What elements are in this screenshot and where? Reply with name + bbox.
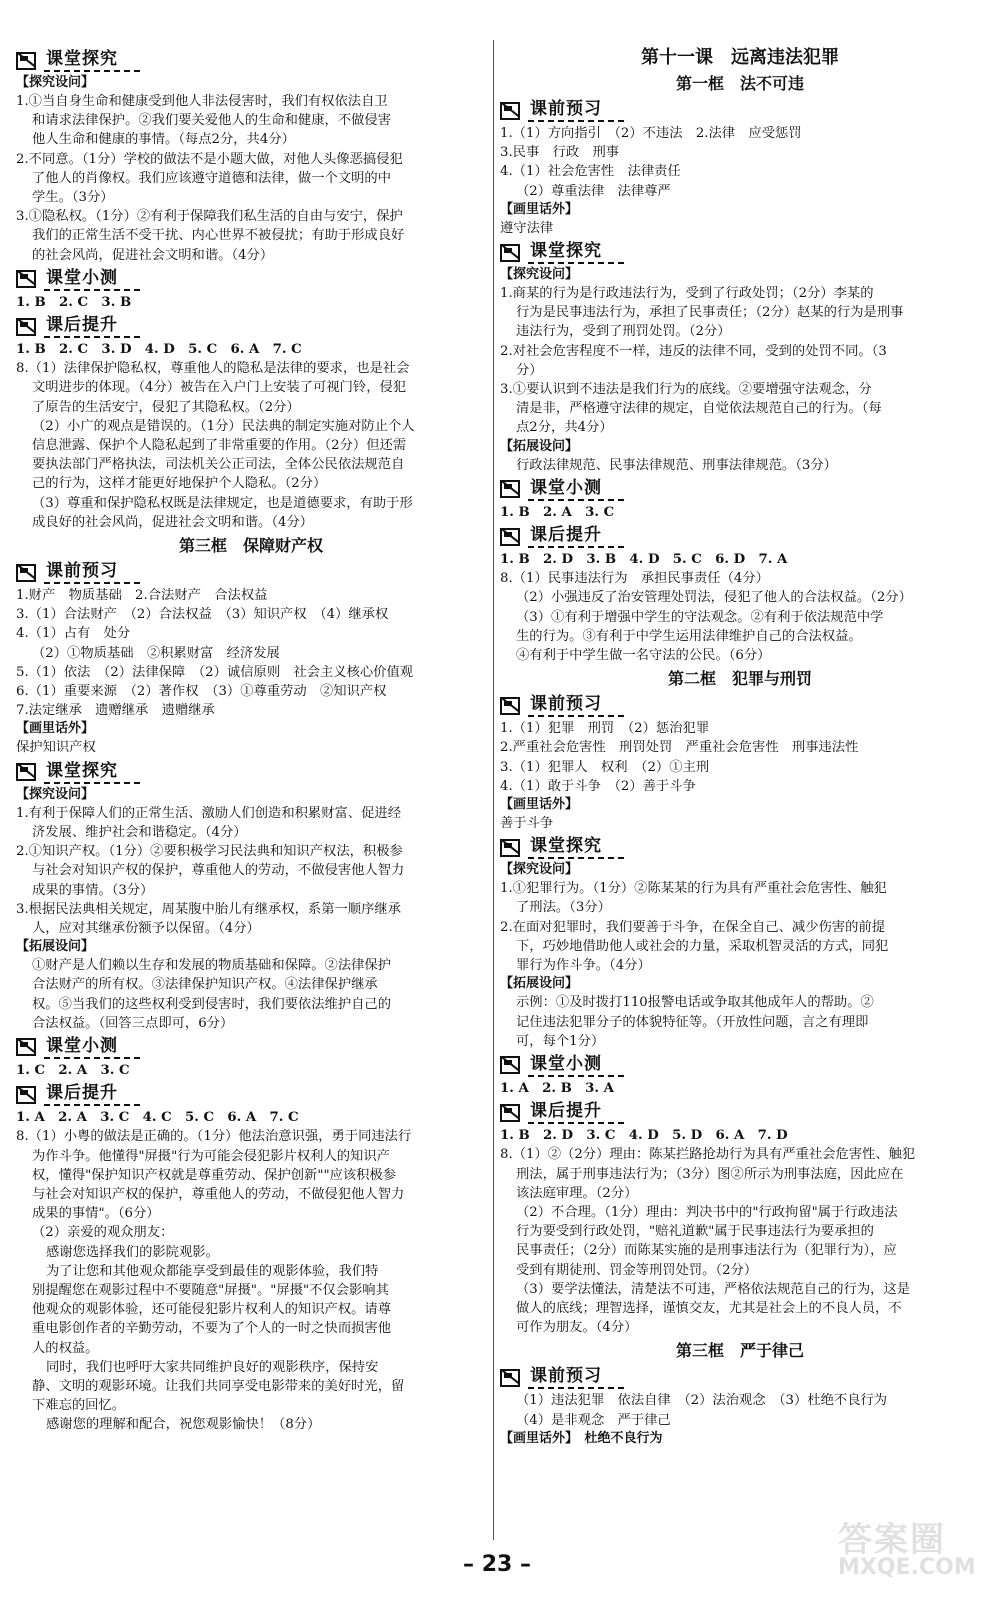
section-header bbox=[16, 1035, 486, 1060]
section-flag-icon bbox=[500, 1104, 520, 1122]
choice-answers: 1. C 2. A 3. C bbox=[16, 1062, 130, 1078]
answer-line: 记住违法犯罪分子的体貌特征等。（开放性问题，言之有理即 bbox=[516, 1014, 869, 1030]
section-flag-icon bbox=[16, 270, 36, 288]
answer-line: 为了让您和其他观众都能享受到最佳的观影体验，我们特 bbox=[46, 1263, 379, 1279]
watermark-bottom: MXQE.COM bbox=[838, 1555, 976, 1580]
answer-line: 2.不同意。（1分）学校的做法不是小题大做，对他人头像恶搞侵犯 bbox=[16, 151, 403, 167]
answer-line: 4.（1）社会危害性 法律责任 bbox=[500, 164, 681, 180]
choice-answers: 1. B 2. D 3. B 4. D 5. C 6. D 7. A bbox=[500, 552, 788, 568]
left-column bbox=[16, 46, 486, 1435]
answer-line: 别提醒您在观影过程中不要随意"屏摄"。"屏摄"不仅会影响其 bbox=[32, 1282, 389, 1298]
answer-line: 济发展、维护社会和谐稳定。（4分） bbox=[32, 824, 247, 840]
choice-answers: 1. B 2. D 3. C 4. D 5. D 6. A 7. D bbox=[500, 1128, 788, 1144]
answer-line: 己的行为，这样才能更好地保护个人隐私。（2分） bbox=[32, 476, 327, 492]
sub-heading-tag: 【画里话外】 bbox=[500, 201, 579, 217]
page-number: – 23 – bbox=[463, 1552, 531, 1577]
answer-line: 保护知识产权 bbox=[16, 740, 96, 756]
frame-title: 第一框 法不可违 bbox=[675, 74, 804, 93]
answer-line: 成果的事情"。（6分） bbox=[32, 1206, 160, 1222]
sub-heading-tag: 【画里话外】 bbox=[16, 721, 95, 737]
answer-line: 我们的正常生活不受干扰、内心世界不被侵扰；有助于形成良好 bbox=[32, 228, 405, 244]
answer-line: 权，懂得"保护知识产权就是尊重劳动、保护创新""应该积极参 bbox=[32, 1167, 397, 1183]
answer-line: 分） bbox=[516, 362, 543, 378]
watermark-top: 答案圈 bbox=[838, 1520, 946, 1560]
answer-line: 1.①犯罪行为。（1分）②陈某某的行为具有严重社会危害性、触犯 bbox=[500, 881, 887, 897]
section-header-label: 课后提升 bbox=[44, 315, 140, 338]
sub-heading-tag: 【画里话外】 杜绝不良行为 bbox=[500, 1430, 663, 1446]
choice-answers: 1. A 2. A 3. C 4. C 5. C 6. A 7. C bbox=[16, 1110, 299, 1126]
section-header-label: 课堂小测 bbox=[528, 478, 624, 501]
section-header bbox=[16, 267, 486, 292]
answer-line: 要执法部门严格执法，司法机关公正司法，全体公民依法规范自 bbox=[32, 457, 405, 473]
answer-line: （2）亲爱的观众朋友： bbox=[32, 1225, 174, 1241]
frame-title: 第三框 保障财产权 bbox=[178, 536, 323, 556]
answer-line: 同时，我们也呼吁大家共同维护良好的观影秩序，保持安 bbox=[46, 1359, 379, 1375]
answer-line: 1.（1）方向指引 （2）不违法 2.法律 应受惩罚 bbox=[500, 126, 802, 141]
answer-line: 了刑法。（3分） bbox=[516, 900, 611, 916]
lesson-title: 第十一课 远离违法犯罪 bbox=[641, 47, 839, 68]
section-header bbox=[16, 314, 486, 339]
answer-line: 生的行为。③有利于中学生运用法律维护自己的合法权益。 bbox=[516, 628, 862, 644]
answer-line: （2）小广的观点是错误的。（1分）民法典的制定实施对防止个人 bbox=[32, 418, 415, 434]
section-flag-icon bbox=[500, 480, 520, 498]
section-flag-icon bbox=[500, 697, 520, 715]
section-header-label: 课堂探究 bbox=[528, 836, 624, 859]
section-header-label: 课前预习 bbox=[528, 99, 624, 122]
answer-line: 3.（1）合法财产 （2）合法权益 （3）知识产权 （4）继承权 bbox=[16, 607, 389, 623]
sub-heading-tag: 【画里话外】 bbox=[500, 797, 579, 813]
answer-line: 7.法定继承 遗赠继承 遗赠继承 bbox=[16, 703, 215, 719]
answer-line: 人的权益。 bbox=[32, 1340, 99, 1356]
answer-line: 感谢您选择我们的影院观影。 bbox=[46, 1244, 219, 1260]
column-divider bbox=[493, 40, 494, 1540]
answer-line: 文明进步的体现。（4分）被告在入户门上安装了可视门铃，侵犯 bbox=[32, 380, 407, 396]
section-header bbox=[500, 477, 980, 502]
answer-line: 成良好的社会风尚，促进社会文明和谐。（4分） bbox=[32, 514, 314, 530]
answer-line: 1.①当自身生命和健康受到他人非法侵害时，我们有权依法自卫 bbox=[16, 94, 388, 109]
sub-heading-tag: 【探究设问】 bbox=[16, 786, 95, 802]
section-flag-icon bbox=[16, 1086, 36, 1104]
section-flag-icon bbox=[16, 318, 36, 336]
answer-line: 1.（1）犯罪 刑罚 （2）惩治犯罪 bbox=[500, 721, 710, 737]
answer-line: 罪行为作斗争。（4分） bbox=[516, 958, 651, 974]
answer-line: （3）要学法懂法，清楚法不可违，严格依法规范自己的行为，这是 bbox=[516, 1281, 911, 1297]
frame-title: 第二框 犯罪与刑罚 bbox=[667, 669, 812, 689]
answer-line: 刑法，属于刑事违法行为；（3分）图②所示为刑事法庭，因此应在 bbox=[516, 1166, 904, 1182]
answer-line: 3.根据民法典相关规定，周某腹中胎儿有继承权，系第一顺序继承 bbox=[16, 901, 401, 917]
sub-heading-tag: 【探究设问】 bbox=[500, 862, 579, 878]
answer-line: （2）尊重法律 法律尊严 bbox=[516, 183, 671, 199]
answer-line: 3.①隐私权。（1分）②有利于保障我们私生活的自由与安宁，保护 bbox=[16, 209, 403, 225]
answer-line: 1.财产 物质基础 2.合法财产 合法权益 bbox=[16, 588, 268, 604]
section-header bbox=[500, 98, 980, 123]
answer-line: 行政法律规范、民事法律规范、刑事法律规范。（3分） bbox=[516, 457, 837, 473]
answer-line: 4.（1）敢于斗争 （2）善于斗争 bbox=[500, 778, 696, 794]
answer-line: 2.①知识产权。（1分）②要积极学习民法典和知识产权法，积极参 bbox=[16, 844, 403, 860]
answer-line: 可作为朋友。（4分） bbox=[516, 1320, 638, 1336]
section-header-label: 课堂探究 bbox=[44, 49, 140, 72]
answer-line: 做人的底线；理智选择，谨慎交友，尤其是社会上的不良人员，不 bbox=[516, 1300, 902, 1316]
answer-line: 5.（1）依法 （2）法律保障 （2）诚信原则 社会主义核心价值观 bbox=[16, 664, 414, 680]
answer-line: 8.（1）民事违法行为 承担民事责任（4分） bbox=[500, 571, 769, 587]
answer-line: 民事责任；（2分）而陈某实施的是刑事违法行为（犯罪行为），应 bbox=[516, 1243, 897, 1259]
section-flag-icon bbox=[500, 244, 520, 262]
answer-line: 遵守法律 bbox=[500, 220, 554, 236]
answer-line: 2.在面对犯罪时，我们要善于斗争，在保全自己、减少伤害的前提 bbox=[500, 919, 885, 935]
answer-line: 他人生命和健康的事情。（每点2分，共4分） bbox=[32, 132, 295, 148]
section-header bbox=[16, 48, 486, 73]
section-flag-icon bbox=[16, 52, 36, 70]
answer-line: 重电影创作者的辛勤劳动，不要为了个人的一时之快而损害他 bbox=[32, 1321, 392, 1337]
answer-line: 点2分，共4分） bbox=[516, 420, 613, 436]
section-header bbox=[500, 1100, 980, 1125]
answer-line: 行为是民事违法行为，承担了民事责任；（2分）赵某的行为是刑事 bbox=[516, 305, 904, 321]
section-flag-icon bbox=[16, 1038, 36, 1056]
answer-line: 与社会对知识产权的保护，尊重他人的劳动，不做侵犯他人智力 bbox=[32, 1186, 405, 1202]
section-header-label: 课堂小测 bbox=[44, 1036, 140, 1059]
answer-line: 行为要受到行政处罚，"赔礼道歉"属于民事违法行为要承担的 bbox=[516, 1224, 874, 1240]
sub-heading-tag: 【探究设问】 bbox=[500, 267, 579, 283]
right-column bbox=[500, 46, 980, 1448]
answer-line: 合法权益。（回答三点即可，6分） bbox=[32, 1015, 234, 1031]
section-header bbox=[16, 560, 486, 585]
answer-line: 的社会风尚，促进社会文明和谐。（4分） bbox=[32, 247, 274, 263]
answer-line: 成果的事情。（3分） bbox=[32, 882, 154, 898]
answer-line: 8.（1）小粤的做法是正确的。（1分）他法治意识强，勇于同违法行 bbox=[16, 1129, 412, 1145]
page-number-value: 23 bbox=[481, 1552, 513, 1577]
section-header bbox=[16, 760, 486, 785]
section-flag-icon bbox=[16, 564, 36, 582]
answer-line: 1.有利于保障人们的正常生活、激励人们创造和积累财富、促进经 bbox=[16, 805, 401, 821]
section-header-label: 课前预习 bbox=[44, 561, 140, 584]
answer-line: 下难忘的回忆。 bbox=[32, 1398, 126, 1414]
answer-line: 感谢您的理解和配合，祝您观影愉快！（8分） bbox=[46, 1417, 321, 1433]
section-header-label: 课前预习 bbox=[528, 694, 624, 717]
answer-line: 和请求法律保护。②我们要关爱他人的生命和健康，不做侵害 bbox=[32, 113, 392, 129]
answer-line: 了原告的生活安宁，侵犯了其隐私权。（2分） bbox=[32, 399, 300, 415]
answer-line: 2.对社会危害程度不一样，违反的法律不同，受到的处罚不同。（3 bbox=[500, 343, 887, 359]
answer-line: 人，应对其继承份额予以保留。（4分） bbox=[32, 920, 260, 936]
section-header bbox=[500, 693, 980, 718]
answer-line: （4）是非观念 严于律己 bbox=[516, 1412, 671, 1428]
section-header-label: 课后提升 bbox=[528, 525, 624, 548]
answer-line: （2）①物质基础 ②积累财富 经济发展 bbox=[32, 645, 280, 661]
answer-line: ①财产是人们赖以生存和发展的物质基础和保障。②法律保护 bbox=[32, 958, 392, 974]
sub-heading-tag: 【拓展设问】 bbox=[16, 939, 95, 955]
answer-line: 他观众的观影体验，还可能侵犯影片权利人的知识产权。请尊 bbox=[32, 1302, 392, 1318]
section-header bbox=[500, 1365, 980, 1390]
answer-line: 受到有期徒刑、罚金等刑罚处罚。（2分） bbox=[516, 1262, 758, 1278]
answer-line: 4.（1）占有 处分 bbox=[16, 626, 131, 642]
section-header-label: 课前预习 bbox=[528, 1366, 624, 1389]
answer-line: 与社会对知识产权的保护，尊重他人的劳动，不做侵害他人智力 bbox=[32, 863, 405, 879]
answer-line: （3）尊重和保护隐私权既是法律规定，也是道德要求，有助于形 bbox=[32, 495, 413, 511]
answer-line: 静、文明的观影环境。让我们共同享受电影带来的美好时光，留 bbox=[32, 1378, 405, 1394]
choice-answers: 1. B 2. A 3. C bbox=[500, 504, 615, 520]
section-header-label: 课后提升 bbox=[44, 1083, 140, 1106]
answer-line: （3）①有利于增强中学生的守法观念。②有利于依法规范中学 bbox=[516, 609, 884, 625]
section-flag-icon bbox=[500, 102, 520, 120]
answer-line: 3.（1）犯罪人 权利 （2）①主刑 bbox=[500, 759, 710, 775]
answer-line: 下，巧妙地借助他人或社会的力量，采取机智灵活的方式，同犯 bbox=[516, 938, 889, 954]
frame-title: 第三框 严于律己 bbox=[675, 1341, 804, 1361]
answer-line: 2.严重社会危害性 刑罚处罚 严重社会危害性 刑事违法性 bbox=[500, 740, 859, 756]
answer-line: 权。⑤当我们的这些权利受到侵害时，我们要依法维护自己的 bbox=[32, 996, 392, 1012]
answer-line: 违法行为，受到了刑罚处罚。（2分） bbox=[516, 324, 731, 340]
answer-line: 8.（1）法律保护隐私权，尊重他人的隐私是法律的要求，也是社会 bbox=[16, 361, 410, 377]
answer-line: （2）小强违反了治安管理处罚法，侵犯了他人的合法权益。（2分） bbox=[516, 590, 912, 606]
answer-line: 学生。（3分） bbox=[32, 190, 114, 206]
sub-heading-tag: 【拓展设问】 bbox=[500, 438, 579, 454]
sub-heading-tag: 【拓展设问】 bbox=[500, 976, 579, 992]
answer-line: 6.（1）重要来源 （2）著作权 （3）①尊重劳动 ②知识产权 bbox=[16, 684, 387, 700]
section-header-label: 课后提升 bbox=[528, 1101, 624, 1124]
section-header bbox=[500, 835, 980, 860]
answer-line: 合法财产的所有权。③法律保护知识产权。④法律保护继承 bbox=[32, 977, 378, 993]
answer-line: 1.商某的行为是行政违法行为，受到了行政处罚；（2分）李某的 bbox=[500, 286, 874, 302]
answer-line: 善于斗争 bbox=[500, 816, 554, 832]
answer-line: 8.（1）②（2分）理由：陈某拦路抢劫行为具有严重社会危害性、触犯 bbox=[500, 1147, 916, 1163]
answer-line: 该法庭审理。（2分） bbox=[516, 1185, 638, 1201]
answer-line: 信息泄露、保护个人隐私起到了非常重要的作用。（2分）但还需 bbox=[32, 438, 407, 454]
answer-line: 可，每个1分） bbox=[516, 1033, 605, 1049]
section-flag-icon bbox=[500, 839, 520, 857]
section-flag-icon bbox=[500, 1369, 520, 1387]
section-header-label: 课堂小测 bbox=[528, 1054, 624, 1077]
choice-answers: 1. B 2. C 3. B bbox=[16, 294, 132, 310]
section-header bbox=[500, 524, 980, 549]
sub-heading-tag: 【探究设问】 bbox=[16, 75, 95, 90]
answer-line: （1）违法犯罪 依法自律 （2）法治观念 （3）杜绝不良行为 bbox=[516, 1393, 888, 1409]
answer-line: 为作斗争。他懂得"屏摄"行为可能会侵犯影片权利人的知识产 bbox=[32, 1148, 390, 1164]
section-header-label: 课堂探究 bbox=[44, 761, 140, 784]
answer-line: 了他人的肖像权。我们应该遵守道德和法律，做一个文明的中 bbox=[32, 170, 392, 186]
section-header bbox=[500, 240, 980, 265]
section-flag-icon bbox=[500, 1056, 520, 1074]
answer-line: 清是非，严格遵守法律的规定，自觉依法规范自己的行为。（每 bbox=[516, 401, 882, 417]
answer-line: ④有利于中学生做一名守法的公民。（6分） bbox=[516, 648, 771, 664]
section-header-label: 课堂小测 bbox=[44, 268, 140, 291]
answer-line: （2）不合理。（1分）理由：判决书中的"行政拘留"属于行政违法 bbox=[516, 1204, 898, 1220]
answer-line: 3.民事 行政 刑事 bbox=[500, 145, 620, 161]
answer-line: 3.①要认识到不违法是我们行为的底线。②要增强守法观念，分 bbox=[500, 382, 872, 398]
section-flag-icon bbox=[16, 763, 36, 781]
answer-line: 示例：①及时拨打110报警电话或争取其他成年人的帮助。② bbox=[516, 995, 874, 1011]
choice-answers: 1. B 2. C 3. D 4. D 5. C 6. A 7. C bbox=[16, 342, 302, 358]
section-header bbox=[500, 1053, 980, 1078]
section-header bbox=[16, 1082, 486, 1107]
section-flag-icon bbox=[500, 528, 520, 546]
section-header-label: 课堂探究 bbox=[528, 241, 624, 264]
choice-answers: 1. A 2. B 3. A bbox=[500, 1080, 614, 1096]
watermark-logo bbox=[838, 1512, 988, 1592]
